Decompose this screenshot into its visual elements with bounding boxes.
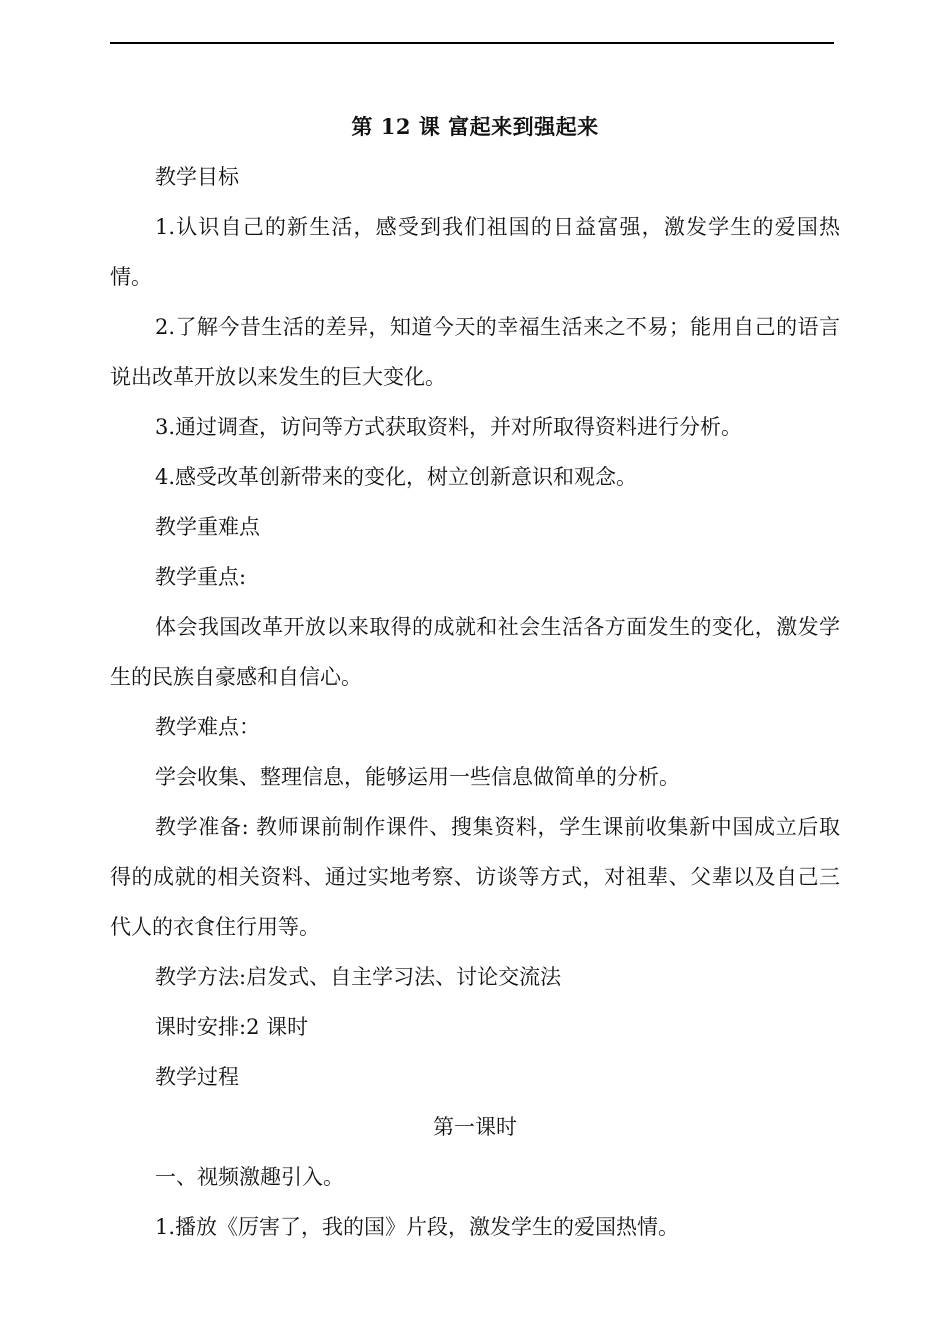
lesson-title: 第 12 课 富起来到强起来: [351, 114, 599, 139]
schedule-text: 课时安排:2 课时: [155, 1015, 309, 1039]
step-1-heading: 一、视频激趣引入。: [155, 1165, 344, 1189]
section-heading-key-difficult: 教学重难点: [155, 515, 260, 539]
section-heading-objectives: 教学目标: [155, 165, 239, 189]
difficult-points-label: 教学难点：: [155, 715, 260, 739]
preparation-text: 教学准备: 教师课前制作课件、搜集资料，学生课前收集新中国成立后取得的成就的相关资料、通过实地考察、访谈等方式，对祖辈、父辈以及自己三代人的衣食住行用等。: [110, 815, 840, 939]
key-points-label: 教学重点:: [155, 565, 247, 589]
method-text: 教学方法:启发式、自主学习法、讨论交流法: [155, 965, 562, 989]
step-1-item-1: 1.播放《厉害了，我的国》片段，激发学生的爱国热情。: [155, 1215, 680, 1239]
objective-1: 1.认识自己的新生活，感受到我们祖国的日益富强，激发学生的爱国热情。: [110, 215, 840, 289]
objective-2: 2.了解今昔生活的差异，知道今天的幸福生活来之不易；能用自己的语言说出改革开放以来发生的巨大变化。: [110, 315, 840, 389]
key-points-text: 体会我国改革开放以来取得的成就和社会生活各方面发生的变化，激发学生的民族自豪感和自信心。: [110, 615, 840, 689]
objective-4: 4.感受改革创新带来的变化，树立创新意识和观念。: [155, 465, 638, 489]
header-rule: [110, 42, 834, 44]
period-heading: 第一课时: [433, 1115, 517, 1139]
section-heading-process: 教学过程: [155, 1065, 239, 1089]
objective-3: 3.通过调查，访问等方式获取资料，并对所取得资料进行分析。: [155, 415, 743, 439]
difficult-points-text: 学会收集、整理信息，能够运用一些信息做简单的分析。: [155, 765, 680, 789]
document-body: [110, 102, 840, 1252]
